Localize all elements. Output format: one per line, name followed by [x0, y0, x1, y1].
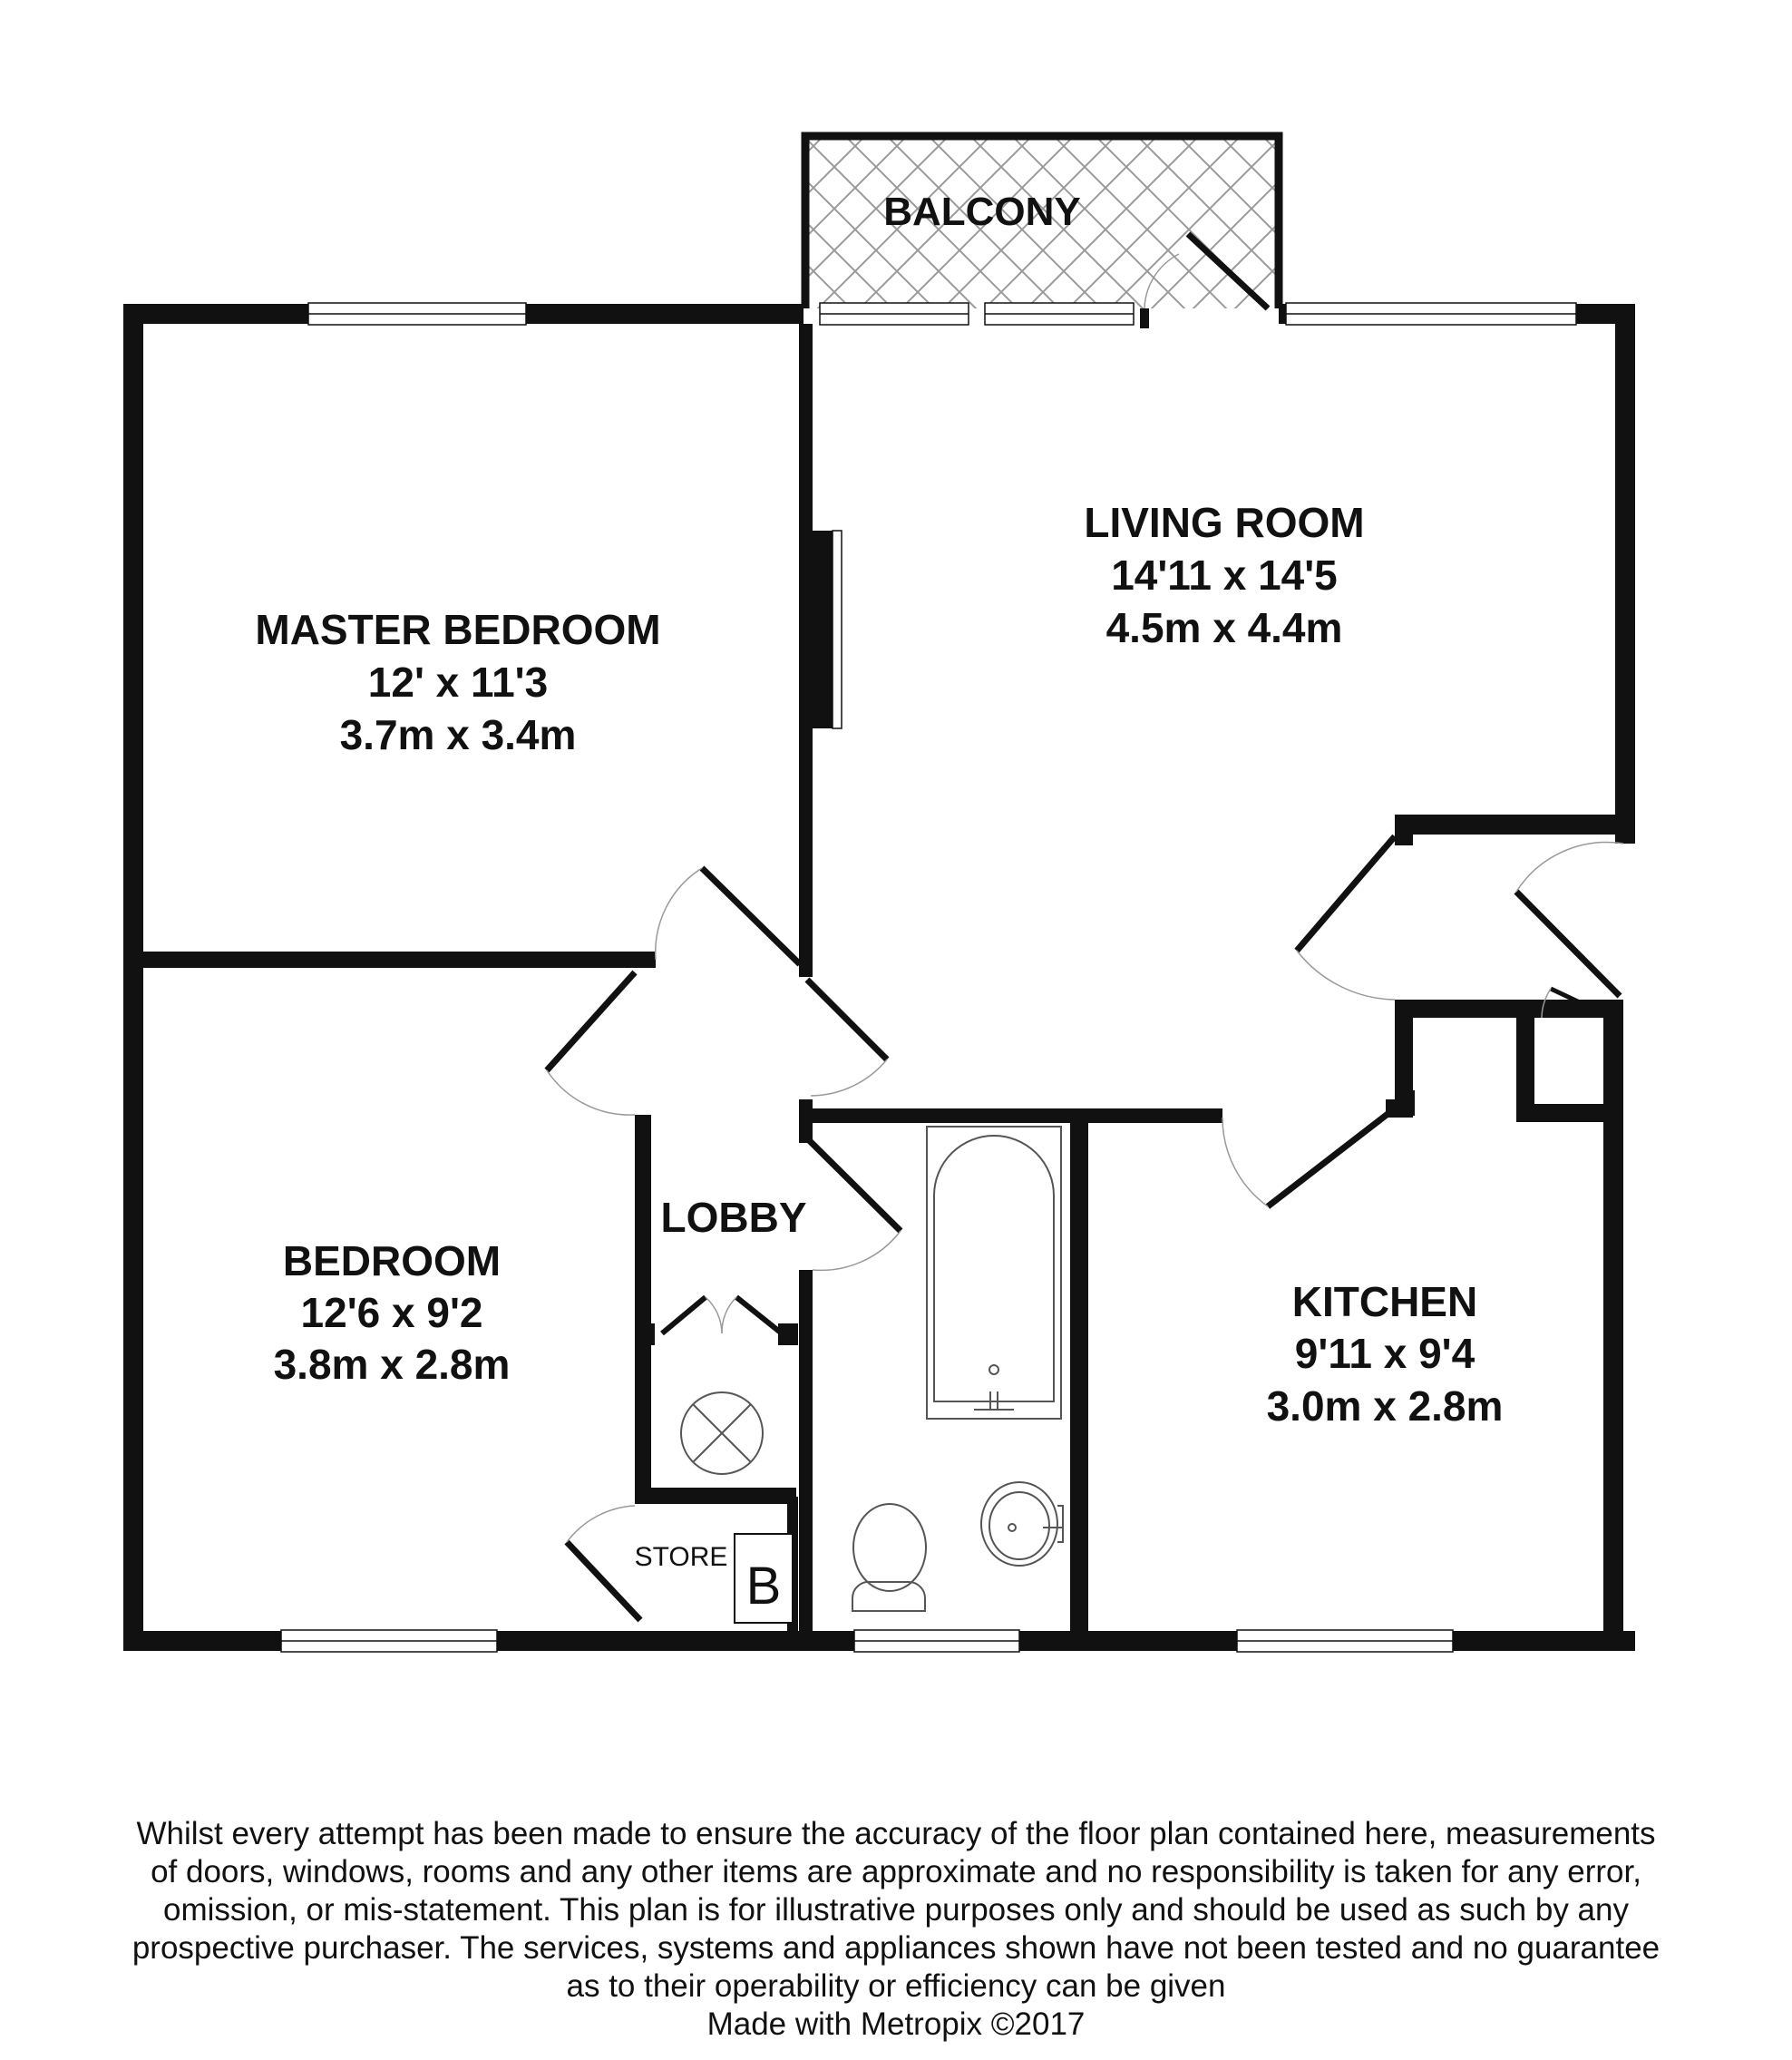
door-living-room	[807, 980, 887, 1096]
door-store	[567, 1506, 640, 1620]
window-living-room-right	[1286, 303, 1576, 325]
fireplace	[813, 531, 842, 728]
lobby-label	[661, 1194, 807, 1241]
master-bedroom-size-imperial: 12' x 11'3	[367, 659, 549, 706]
lobby-name: LOBBY	[660, 1194, 807, 1241]
bathtub	[927, 1127, 1061, 1419]
disclaimer	[0, 1815, 1792, 2044]
door-entrance	[1516, 843, 1623, 996]
ceiling-vent-icon	[681, 1392, 763, 1474]
boiler	[735, 1534, 793, 1623]
bedroom-label	[274, 1237, 511, 1388]
living-room-label	[1084, 499, 1364, 651]
kitchen-label	[1267, 1278, 1504, 1430]
toilet	[852, 1504, 926, 1611]
door-kitchen	[1222, 836, 1395, 1206]
exterior-walls	[123, 304, 1635, 1651]
disclaimer-line: prospective purchaser. The services, systems and appliances shown have not been tested and no guarantee	[131, 1930, 1661, 1966]
master-bedroom-label	[255, 606, 660, 758]
master-bedroom-name: MASTER BEDROOM	[255, 606, 661, 653]
window-kitchen	[1237, 1630, 1453, 1652]
windows	[281, 303, 1576, 1652]
disclaimer-line: of doors, windows, rooms and any other items are approximate and no responsibility is taken for any error,	[151, 1854, 1641, 1889]
master-bedroom-size-metric: 3.7m x 3.4m	[339, 711, 577, 758]
door-master-bedroom	[656, 868, 800, 964]
disclaimer-line: Whilst every attempt has been made to ensure the accuracy of the floor plan contained here, measurements	[136, 1816, 1656, 1851]
disclaimer-line: omission, or mis-statement. This plan is for illustrative purposes only and should be used as such by any	[163, 1892, 1629, 1928]
door-bathroom	[807, 1138, 901, 1270]
living-room-name: LIVING ROOM	[1084, 499, 1365, 546]
bedroom-size-imperial: 12'6 x 9'2	[300, 1289, 483, 1336]
window-bedroom	[281, 1630, 497, 1652]
bedroom-name: BEDROOM	[282, 1237, 502, 1284]
store-name: STORE	[634, 1542, 728, 1572]
credit-line: Made with Metropix ©2017	[706, 2006, 1086, 2042]
living-room-size-metric: 4.5m x 4.4m	[1105, 604, 1343, 651]
window-bathroom	[854, 1630, 1019, 1652]
kitchen-name: KITCHEN	[1291, 1278, 1478, 1325]
bedroom-size-metric: 3.8m x 2.8m	[273, 1341, 511, 1388]
balcony-label	[883, 190, 1081, 234]
door-wardrobe	[662, 1297, 782, 1333]
interior-walls	[143, 324, 1623, 1637]
window-living-room-centre	[985, 303, 1134, 325]
kitchen-size-metric: 3.0m x 2.8m	[1266, 1382, 1504, 1430]
window-living-room-left	[820, 303, 969, 325]
basin	[981, 1482, 1063, 1566]
balcony-name: BALCONY	[883, 190, 1081, 234]
door-bedroom	[547, 972, 635, 1115]
store-label	[635, 1542, 728, 1572]
boiler-mark: B	[745, 1557, 782, 1616]
window-master-bedroom	[308, 303, 526, 325]
living-room-size-imperial: 14'11 x 14'5	[1111, 552, 1338, 599]
kitchen-size-imperial: 9'11 x 9'4	[1294, 1330, 1475, 1377]
disclaimer-line: as to their operability or efficiency can be given	[566, 1968, 1226, 2004]
